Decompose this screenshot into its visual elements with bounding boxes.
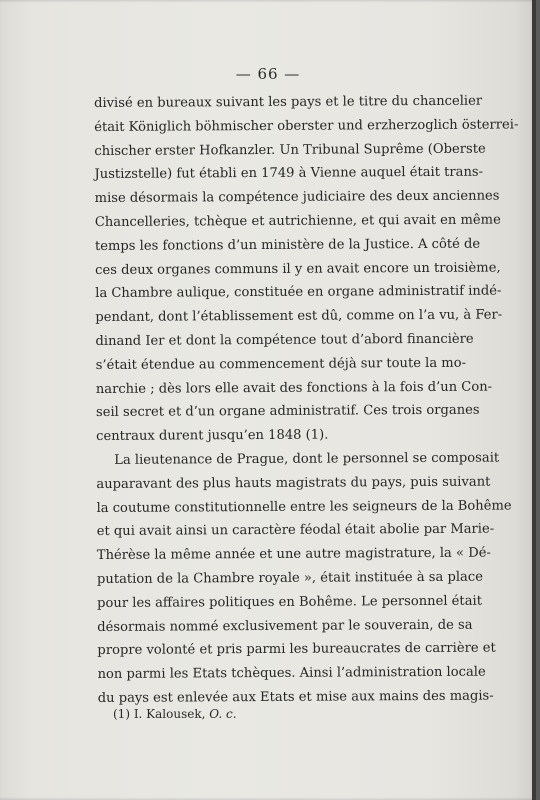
footnote-reference: O. c. [209, 707, 237, 721]
text-line: pendant, dont l’établissement est dû, comme on l’a vu, à Fer- [95, 307, 503, 326]
body-text [94, 90, 519, 711]
text-line: mise désormais la compétence judiciaire des deux anciennes [94, 188, 500, 207]
text-line: centraux durent jusqu’en 1848 (1). [96, 427, 329, 445]
text-line: seil secret et d’un organe administratif. Ces trois organes [95, 403, 480, 421]
text-line: du pays est enlevée aux Etats et mise aux mains des magis- [97, 688, 494, 706]
text-line: désormais nommé exclusivement par le souverain, de sa [97, 617, 473, 635]
text-line: et qui avait ainsi un caractère féodal était abolie par Marie- [96, 521, 495, 540]
text-line: divisé en bureaux suivant les pays et le titre du chancelier [94, 93, 483, 111]
text-line: dinand Ier et dont la compétence tout d’abord financière [95, 331, 474, 349]
text-line: auparavant des plus hauts magistrats du pays, puis suivant [96, 474, 491, 492]
text-line: la Chambre aulique, constituée en organe administratif indé- [95, 283, 502, 302]
text-line: était Königlich böhmischer oberster und erzherzoglich österrei- [94, 117, 519, 135]
text-line: s’était étendue au commencement déjà sur toute la mo- [95, 355, 467, 373]
text-line: narchie ; dès lors elle avait des fonctions à la fois d’un Con- [95, 379, 493, 397]
text-line: La lieutenance de Prague, dont le personnel se composait [114, 450, 500, 468]
text-line: Thérèse la même année et une autre magistrature, la « Dé- [96, 545, 491, 564]
text-line: chischer erster Hofkanzler. Un Tribunal Suprême (Oberste [94, 141, 486, 159]
page-edge-shadow [532, 0, 536, 800]
text-line: la coutume constitutionnelle entre les seigneurs de la Bohême [96, 498, 512, 516]
text-line: temps les fonctions d’un ministère de la Justice. A côté de [94, 236, 481, 254]
text-line: Chancelleries, tchèque et autrichienne, et qui avait en même [94, 212, 501, 230]
text-line: Justizstelle) fut établi en 1749 à Vienne auquel était trans- [94, 165, 484, 183]
text-line: propre volonté et pris parmi les bureaucrates de carrière et [97, 640, 496, 659]
text-line: pour les affaires politiques en Bohême. Le personnel était [97, 593, 482, 611]
text-line: putation de la Chambre royale », était instituée à sa place [96, 569, 483, 587]
text-line: non parmi les Etats tchèques. Ainsi l’administration locale [97, 664, 486, 683]
footnote-marker: (1) I. Kalousek, [113, 707, 206, 721]
page-number: — 66 — [235, 65, 301, 83]
footnote [113, 707, 237, 721]
text-line: ces deux organes communs il y en avait encore un troisième, [95, 260, 501, 278]
